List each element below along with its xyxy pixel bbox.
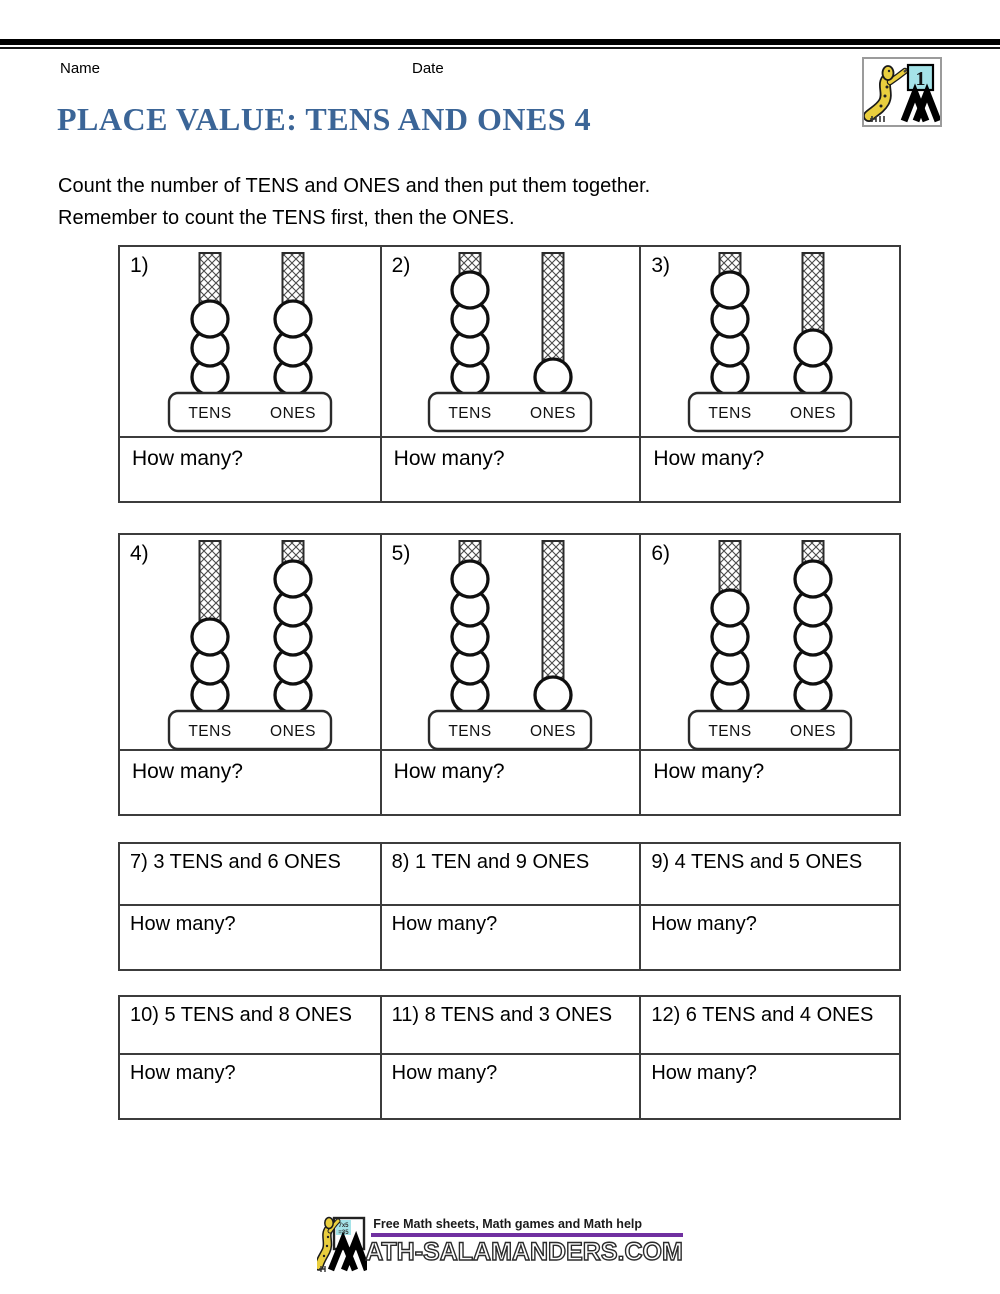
bead <box>275 301 311 337</box>
tens-label: TENS <box>708 405 752 422</box>
how-many-cell-1: How many? <box>132 447 243 470</box>
word-problem-table-1 <box>118 842 901 971</box>
tens-label: TENS <box>448 405 493 422</box>
problem-number-6: 6) <box>651 542 671 565</box>
tens-label: TENS <box>188 723 232 740</box>
bead <box>712 590 748 626</box>
abacus-diagram-3 <box>680 251 860 435</box>
tens-label: TENS <box>188 405 232 422</box>
ones-label: ONES <box>269 405 316 422</box>
problem-cell-2 <box>380 247 640 438</box>
ones-label: ONES <box>790 723 837 740</box>
tens-label: TENS <box>448 723 493 740</box>
word-problem-10: 10) 5 TENS and 8 ONES <box>120 997 380 1055</box>
tens-rod <box>452 541 488 713</box>
bead <box>275 561 311 597</box>
ones-rod <box>275 253 311 395</box>
footer-logo-icon <box>317 1213 367 1273</box>
bead <box>452 272 488 308</box>
problem-number-3: 3) <box>651 254 671 277</box>
footer-wordmark: ATH-SALAMANDERS.COM <box>365 1238 683 1266</box>
abacus-diagram-5 <box>420 539 600 753</box>
diagram-grid-1 <box>118 245 901 503</box>
site-logo-badge <box>862 57 942 127</box>
abacus-diagram-6 <box>680 539 860 753</box>
how-many-cell-10: How many? <box>130 1062 236 1084</box>
top-rule-divider <box>0 39 1000 49</box>
instructions-line-2: Remember to count the TENS first, then the ONES. <box>58 207 515 229</box>
bead <box>192 301 228 337</box>
rule-thick-line <box>0 39 1000 45</box>
bead <box>795 330 831 366</box>
abacus-diagram-4 <box>160 539 340 753</box>
bead <box>535 677 571 713</box>
name-field-label: Name <box>60 60 101 77</box>
abacus-diagram-2 <box>420 251 600 435</box>
tens-label: TENS <box>708 723 752 740</box>
problem-number-5: 5) <box>391 542 411 565</box>
problem-cell-3 <box>639 247 899 438</box>
problem-cell-5 <box>380 535 640 751</box>
how-many-cell-12: How many? <box>639 1055 899 1118</box>
tens-rod <box>192 253 228 395</box>
how-many-cell-11: How many? <box>380 1055 640 1118</box>
problem-cell-6 <box>639 535 899 751</box>
word-problem-12: 12) 6 TENS and 4 ONES <box>639 997 899 1055</box>
word-problem-table-2 <box>118 995 901 1120</box>
diagram-grid-2 <box>118 533 901 816</box>
base-plate <box>429 711 591 749</box>
base-plate <box>169 393 331 431</box>
ones-label: ONES <box>530 405 577 422</box>
ones-rod <box>795 541 831 713</box>
problem-cell-1 <box>120 247 380 438</box>
ones-rod <box>535 253 571 395</box>
bead <box>795 561 831 597</box>
word-problem-8: 8) 1 TEN and 9 ONES <box>380 844 640 906</box>
ones-rod <box>535 541 571 713</box>
problem-cell-4 <box>120 535 380 751</box>
how-many-cell-7: How many? <box>130 913 236 935</box>
tens-rod <box>712 253 748 395</box>
base-plate <box>169 711 331 749</box>
footer <box>0 1211 1000 1273</box>
footer-tagline: Free Math sheets, Math games and Math help <box>373 1217 643 1231</box>
how-many-cell-6: How many? <box>639 751 899 814</box>
how-many-cell-8: How many? <box>380 906 640 969</box>
svg-text:7x5: 7x5 <box>338 1223 349 1229</box>
how-many-cell-2: How many? <box>380 438 640 501</box>
abacus-diagram-1 <box>160 251 340 435</box>
ones-label: ONES <box>269 723 316 740</box>
base-plate <box>689 711 851 749</box>
footer-purple-rule <box>371 1233 683 1237</box>
m-logo-icon <box>904 93 938 121</box>
how-many-cell-9: How many? <box>639 906 899 969</box>
word-problem-11: 11) 8 TENS and 3 ONES <box>380 997 640 1055</box>
how-many-cell-4: How many? <box>132 760 243 783</box>
tens-rod <box>712 541 748 713</box>
ones-label: ONES <box>530 723 577 740</box>
instructions <box>58 170 650 234</box>
how-many-cell-5: How many? <box>380 751 640 814</box>
base-plate <box>689 393 851 431</box>
numeral-card <box>908 65 933 90</box>
page-title: PLACE VALUE: TENS AND ONES 4 <box>57 101 592 137</box>
bead <box>452 561 488 597</box>
problem-number-2: 2) <box>391 254 411 277</box>
word-problem-7: 7) 3 TENS and 6 ONES <box>120 844 380 906</box>
tens-rod <box>192 541 228 713</box>
instructions-line-1: Count the number of TENS and ONES and then put them together. <box>58 175 651 197</box>
tens-rod <box>452 253 488 395</box>
ones-rod <box>275 541 311 713</box>
bead <box>712 272 748 308</box>
ones-rod <box>795 253 831 395</box>
date-field-label: Date <box>412 60 444 77</box>
problem-number-1: 1) <box>130 254 149 277</box>
ones-label: ONES <box>790 405 837 422</box>
problem-number-4: 4) <box>130 542 149 565</box>
how-many-cell-3: How many? <box>639 438 899 501</box>
bead <box>192 619 228 655</box>
base-plate <box>429 393 591 431</box>
svg-text:=35: =35 <box>338 1230 349 1236</box>
rule-thin-line <box>0 47 1000 49</box>
svg-text:1: 1 <box>915 68 926 90</box>
word-problem-9: 9) 4 TENS and 5 ONES <box>639 844 899 906</box>
bead <box>535 359 571 395</box>
